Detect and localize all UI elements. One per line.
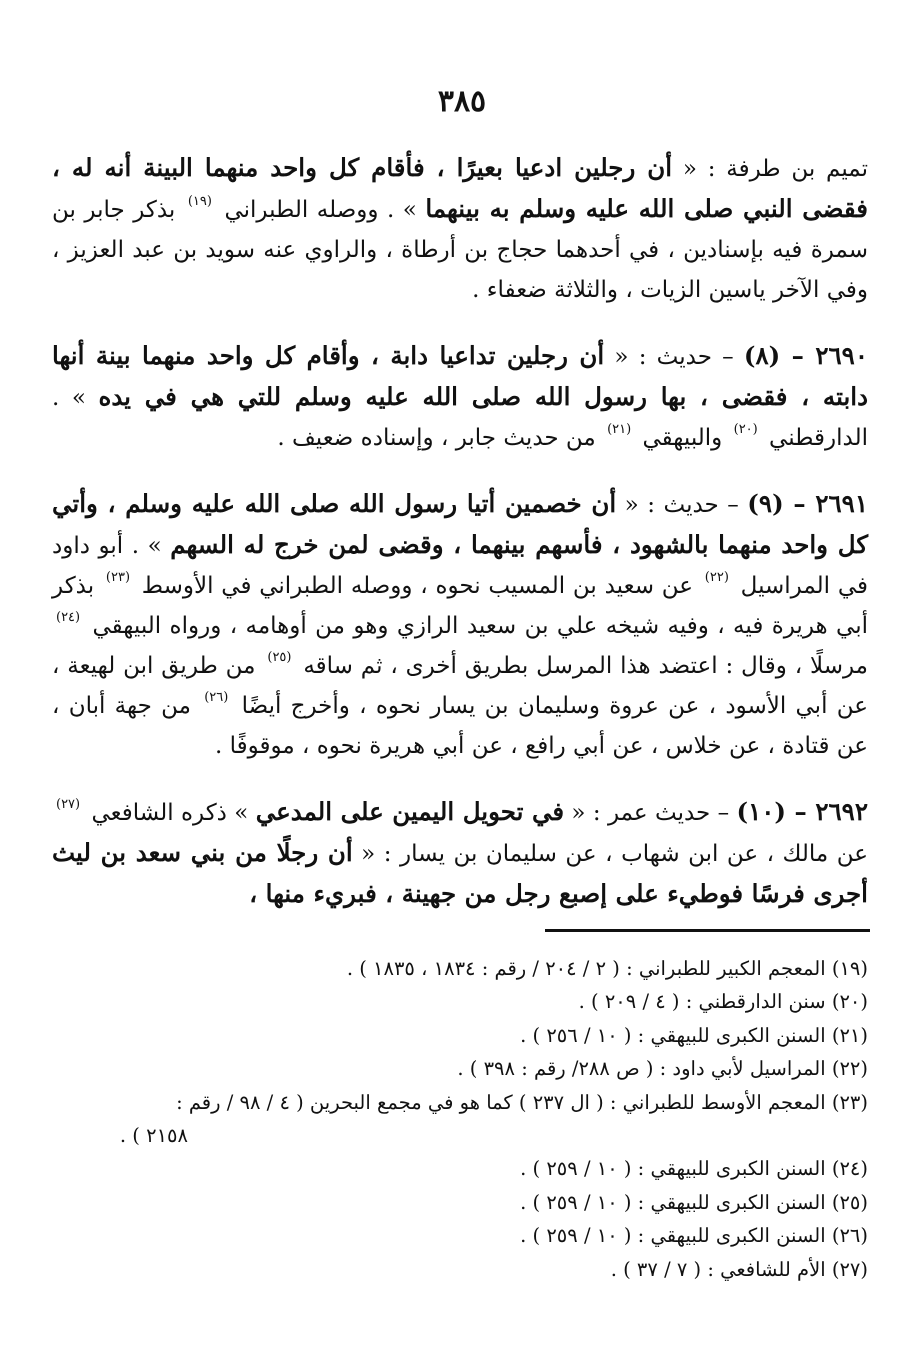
footnote: (٢٧) الأم للشافعي : ( ٧ / ٣٧ ) . (610, 1257, 868, 1281)
footnote: (٢١) السنن الكبرى للبيهقي : ( ١٠ / ٢٥٦ ) . (520, 1023, 868, 1047)
footnote-ref: (١٩) (187, 194, 212, 209)
footnote: (٢٢) المراسيل لأبي داود : ( ص ٢٨٨/ رقم : ٣٩٨ ) . (457, 1057, 868, 1081)
paragraph (52, 336, 868, 458)
text-run: – حديث : « (604, 344, 744, 370)
footnote-ref: (٢٧) (56, 797, 81, 812)
text-run: – حديث عمر : « (564, 800, 737, 826)
text-run: » . أبو داود في المراسيل (52, 533, 868, 599)
text-run: عن سعيد بن المسيب نحوه ، ووصله الطبراني في الأوسط (134, 573, 701, 599)
text-run: – حديث : « (616, 492, 748, 518)
footnotes (52, 952, 868, 1286)
footnote-ref: (٢١) (607, 422, 632, 437)
text-run: من طريق ابن لهيعة ، عن أبي الأسود ، عن عروة وسليمان بن يسار نحوه ، وأخرج أيضًا (52, 653, 868, 719)
text-run: » . الدارقطني (52, 385, 868, 451)
footnote-ref: (٢٥) (267, 650, 292, 665)
text-run: عن مالك ، عن ابن شهاب ، عن سليمان بن يسار : « (352, 841, 868, 867)
bold-text: ٢٦٩٢ – (١٠) (736, 797, 868, 826)
text-run: » . ووصله الطبراني (215, 197, 426, 223)
page-number: ٣٨٥ (437, 84, 487, 119)
text-run: تميم بن طرفة : « (672, 156, 868, 182)
footnote: (٢٠) سنن الدارقطني : ( ٤ / ٢٠٩ ) . (578, 990, 868, 1014)
footnote-ref: (٢٣) (105, 570, 131, 585)
footnote: (٢٣) المعجم الأوسط للطبراني : ( ال ٢٣٧ ) كما هو في مجمع البحرين ( ٤ / ٩٨ / رقم : (176, 1090, 868, 1114)
bold-text: أن رجلًا من بني سعد بن ليث أجرى فرسًا فوطيء على إصبع رجل من جهينة ، فبريء منها ، (52, 838, 868, 908)
bold-text: في تحويل اليمين على المدعي (255, 797, 565, 826)
main-text (52, 148, 868, 941)
text-run: والبيهقي (635, 425, 730, 451)
text-run: من حديث جابر ، وإسناده ضعيف . (277, 425, 604, 451)
bold-text: أن خصمين أتيا رسول الله صلى الله عليه وسلم ، وأتي كل واحد منهما بالشهود ، فأسهم بينهما ، وقضى لمن خرج له السهم (52, 489, 868, 559)
footnote: (٢٦) السنن الكبرى للبيهقي : ( ١٠ / ٢٥٩ ) . (520, 1224, 868, 1248)
bold-text: أن رجلين تداعيا دابة ، وأقام كل واحد منهما بينة أنها دابته ، فقضى ، بها رسول الله صلى الله عليه وسلم للتي هي في يده (52, 341, 868, 411)
bold-text: ٢٦٩٠ – (٨) (743, 341, 868, 370)
text-run: مرسلًا ، وقال : اعتضد هذا المرسل بطريق أخرى ، ثم ساقه (295, 653, 868, 679)
text-run: » ذكره الشافعي (84, 800, 256, 826)
paragraph (52, 792, 868, 915)
footnote-ref: (٢٤) (56, 610, 81, 625)
paragraph (52, 148, 868, 310)
footnote: (٢٥) السنن الكبرى للبيهقي : ( ١٠ / ٢٥٩ ) . (520, 1190, 868, 1214)
text-run: من جهة أبان ، عن قتادة ، عن خلاس ، عن أبي رافع ، عن أبي هريرة نحوه ، موقوفًا . (52, 693, 868, 759)
footnote-divider (545, 929, 870, 932)
footnote-ref: (٢٦) (204, 690, 229, 705)
bold-text: ٢٦٩١ – (٩) (747, 489, 868, 518)
bold-text: أن رجلين ادعيا بعيرًا ، فأقام كل واحد منهما البينة أنه له ، فقضى النبي صلى الله عليه وسلم به بينهما (52, 153, 868, 223)
footnote-ref: (٢٢) (704, 570, 729, 585)
text-run: بذكر أبي هريرة فيه ، وفيه شيخه علي بن سعيد الرازي وهو من أوهامه ، ورواه البيهقي (52, 573, 868, 639)
footnote: (٢٤) السنن الكبرى للبيهقي : ( ١٠ / ٢٥٩ ) . (520, 1157, 868, 1181)
footnote-ref: (٢٠) (733, 422, 758, 437)
footnote: (١٩) المعجم الكبير للطبراني : ( ٢ / ٢٠٤ / رقم : ١٨٣٤ ، ١٨٣٥ ) . (346, 957, 868, 980)
text-run: بذكر جابر بن سمرة فيه بإسنادين ، في أحدهما حجاج بن أرطاة ، والراوي عنه سويد بن عبد العزيز ، وفي الآخر ياسين الزيات ، والثلاثة ضعفاء . (52, 197, 868, 303)
footnote-continuation: ٢١٥٨ ) . (119, 1124, 188, 1148)
paragraph (52, 484, 868, 766)
